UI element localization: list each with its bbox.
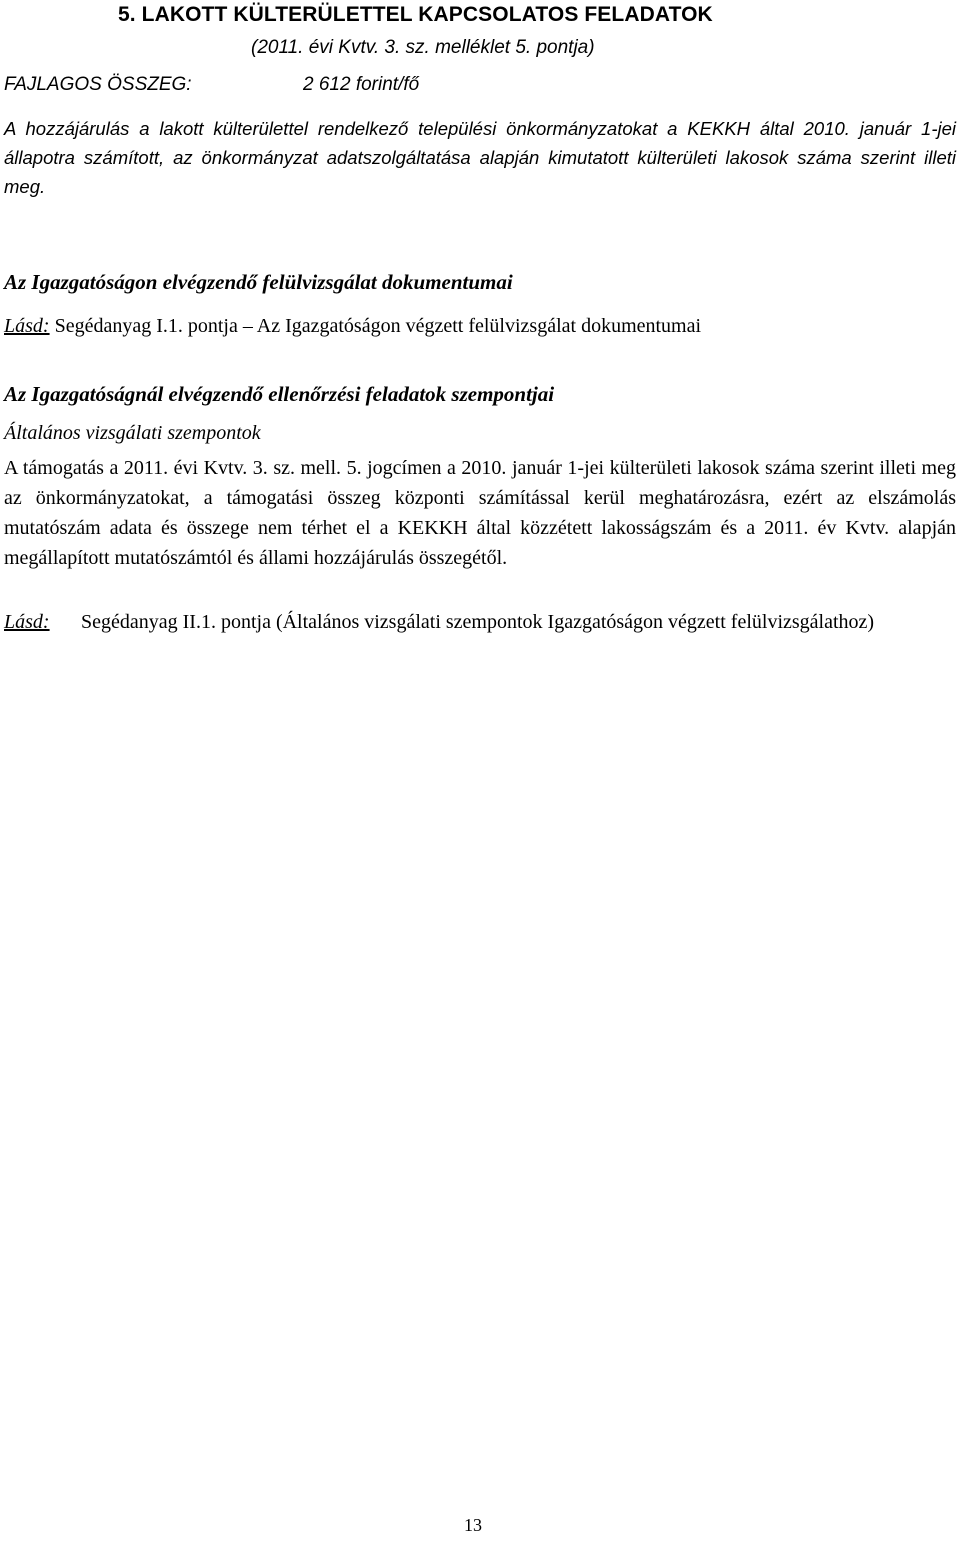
general-criteria-subheading: Általános vizsgálati szempontok	[4, 422, 261, 444]
checks-paragraph: A támogatás a 2011. évi Kvtv. 3. sz. mell. 5. jogcímen a 2010. január 1-jei külterületi lakosok száma szerint illeti meg az önkormányzatokat, a támogatási összeg központi számítással kerül meghatározásra, ezért az elszámolás mutatószám adata és összege nem térhet el a KEKKH által közzétett lakosságszám és a 2011. év Kvtv. alapján megállapított mutatószámtól és állami hozzájárulás összegétől.	[4, 457, 956, 569]
document-title: 5. LAKOTT KÜLTERÜLETTEL KAPCSOLATOS FELADATOK	[118, 3, 713, 26]
checks-heading: Az Igazgatóságnál elvégzendő ellenőrzési feladatok szempontjai	[4, 382, 555, 406]
document-subtitle: (2011. évi Kvtv. 3. sz. melléklet 5. pontja)	[251, 37, 595, 58]
unit-amount-label: FAJLAGOS ÖSSZEG:	[4, 74, 192, 95]
see-label: Lásd:	[4, 611, 50, 633]
see-label: Lásd:	[4, 315, 50, 337]
see-reference-text: Segédanyag I.1. pontja – Az Igazgatóságon végzett felülvizsgálat dokumentumai	[49, 315, 702, 337]
see-reference-text: Segédanyag II.1. pontja (Általános vizsgálati szempontok Igazgatóságon végzett felülvizsgálathoz)	[81, 611, 875, 633]
unit-amount-value: 2 612 forint/fő	[303, 74, 420, 95]
intro-paragraph: A hozzájárulás a lakott külterülettel rendelkező települési önkormányzatokat a KEKKH által 2010. január 1-jei állapotra számított, az önkormányzat adatszolgáltatása alapján kimutatott külterületi lakosok száma szerint illeti meg.	[4, 118, 956, 197]
review-documents-heading: Az Igazgatóságon elvégzendő felülvizsgálat dokumentumai	[4, 270, 513, 294]
checks-see-reference	[4, 607, 956, 637]
page-number: 13	[464, 1515, 482, 1535]
review-see-reference	[4, 315, 701, 338]
